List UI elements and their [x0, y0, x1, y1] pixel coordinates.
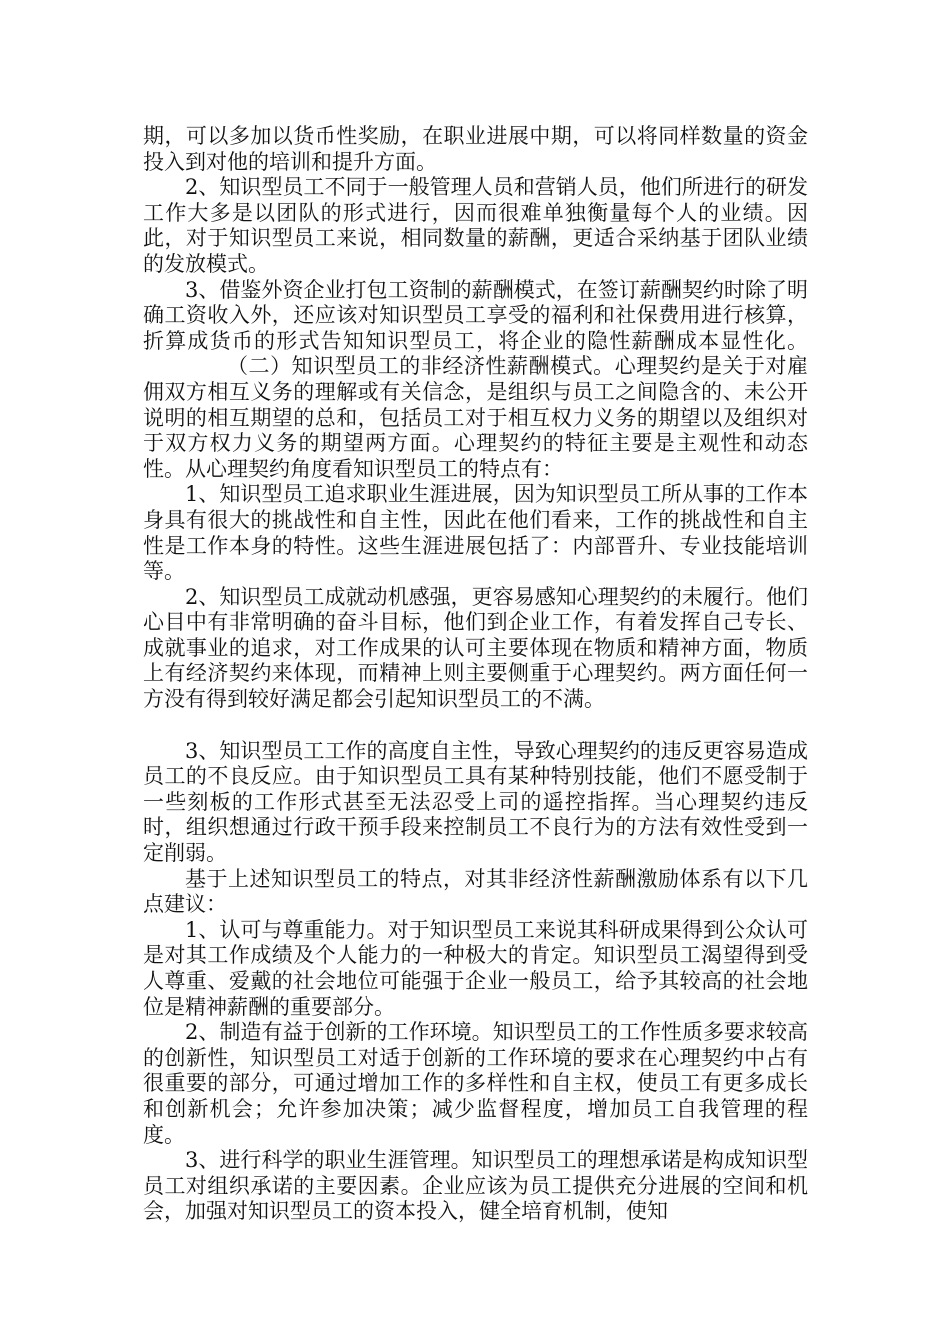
paragraph-suggestions-intro: 基于上述知识型员工的特点，对其非经济性薪酬激励体系有以下几点建议： [143, 866, 808, 917]
paragraph-innovation-environment: 2、制造有益于创新的工作环境。知识型员工的工作性质多要求较高的创新性，知识型员工对适于创新的工作环境的要求在心理契约中占有很重要的部分，可通过增加工作的多样性和自主权，使员工有更多成长和创新机会；允许参加决策；减少监督程度，增加员工自我管理的程度。 [143, 1020, 808, 1147]
paragraph-package-salary-text: 3、借鉴外资企业打包工资制的薪酬模式，在签订薪酬契约时除了明确工资收入外，还应该对知识型员工享受的福利和社保费用进行核算，折算成货币的形式告知知识型员工，将企业的隐性薪酬成本显性化。 [143, 277, 808, 353]
paragraph-package-salary [143, 278, 808, 483]
paragraph-career-development: 1、知识型员工追求职业生涯进展，因为知识型员工所从事的工作本身具有很大的挑战性和自主性，因此在他们看来，工作的挑战性和自主性是工作本身的特性。这些生涯进展包括了：内部晋升、专业技能培训等。 [143, 482, 808, 584]
paragraph-psychological-contract-text: 心理契约是关于对雇佣双方相互义务的理解或有关信念，是组织与员工之间隐含的、未公开说明的相互期望的总和，包括员工对于相互权力义务的期望以及组织对于双方权力义务的期望两方面。心理契约的特征主要是主观性和动态性。从心理契约角度看知识型员工的特点有： [143, 354, 809, 481]
section-heading-non-economic: （二）知识型员工的非经济性薪酬模式。 [227, 354, 615, 379]
paragraph-recognition: 1、认可与尊重能力。对于知识型员工来说其科研成果得到公众认可是对其工作成绩及个人能力的一种极大的肯定。知识型员工渴望得到受人尊重、爱戴的社会地位可能强于企业一般员工，给予其较高的社会地位是精神薪酬的重要部分。 [143, 917, 808, 1019]
paragraph-career-management: 3、进行科学的职业生涯管理。知识型员工的理想承诺是构成知识型员工对组织承诺的主要因素。企业应该为员工提供充分进展的空间和机会，加强对知识型员工的资本投入，健全培育机制，使知 [143, 1148, 808, 1224]
paragraph-continuation: 期，可以多加以货币性奖励，在职业进展中期，可以将同样数量的资金投入到对他的培训和提升方面。 [143, 124, 808, 174]
paragraph-autonomy: 3、知识型员工工作的高度自主性，导致心理契约的违反更容易造成员工的不良反应。由于知识型员工具有某种特别技能，他们不愿受制于一些刻板的工作形式甚至无法忍受上司的遥控指挥。当心理契约违反时，组织想通过行政干预手段来控制员工不良行为的方法有效性受到一定削弱。 [143, 738, 808, 866]
paragraph-achievement-motivation: 2、知识型员工成就动机感强，更容易感知心理契约的未履行。他们心目中有非常明确的奋斗目标，他们到企业工作，有着发挥自己专长、成就事业的追求，对工作成果的认可主要体现在物质和精神方面，物质上有经济契约来体现，而精神上则主要侧重于心理契约。两方面任何一方没有得到较好满足都会引起知识型员工的不满。 [143, 584, 808, 712]
paragraph-team-performance: 2、知识型员工不同于一般管理人员和营销人员，他们所进行的研发工作大多是以团队的形式进行，因而很难单独衡量每个人的业绩。因此，对于知识型员工来说，相同数量的薪酬，更适合采纳基于团队业绩的发放模式。 [143, 175, 808, 276]
document-page [143, 124, 808, 1225]
